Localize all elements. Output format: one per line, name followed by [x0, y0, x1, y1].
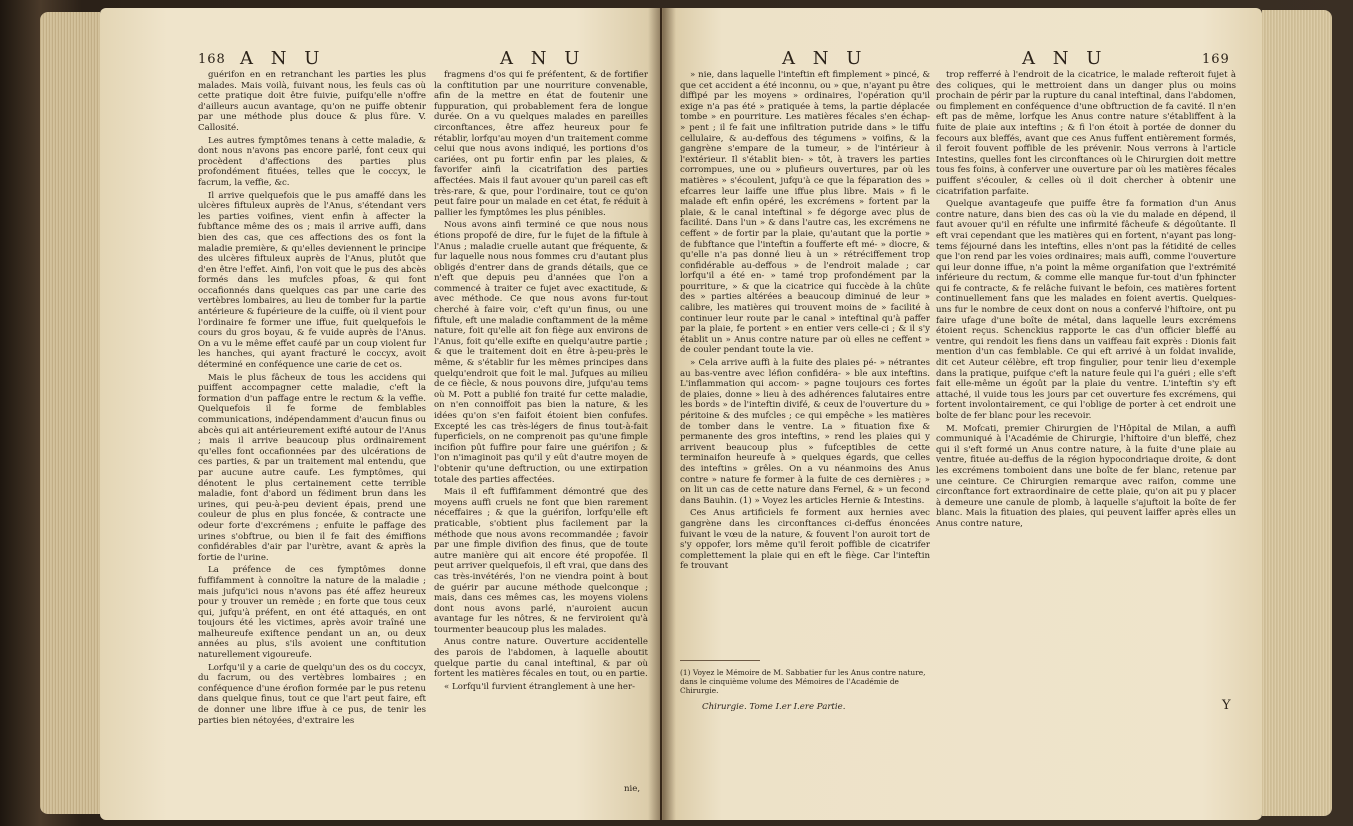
paragraph: La préfence de ces fymptômes donne fuffifamment à connoître la nature de la maladie ; mais jufqu'ici nous n'avons pas été affez heureux pour y trouver un remède ; en forte que tous ceux qui, jufqu'à préfent, en ont été attaqués, en ont toujours été les victimes, après avoir traîné une malheureufe exiftence pendant un an, ou deux années au plus, s'ils avoient une conftitution naturellement vigoureufe. — [198, 565, 426, 661]
signature-line: Chirurgie. Tome I.er I.ere Partie. — [702, 702, 846, 712]
left-page — [100, 8, 660, 820]
paragraph: » Cela arrive auffi à la fuite des plaies pé- » nétrantes au bas-ventre avec léfion confidéra- » ble aux inteftins. L'inflammation qui accom- » pagne toujours ces fortes de plaies, donne » lieu à des adhérences falutaires entre les bords » de l'inteftin divifé, & ceux de l'ouverture du » péritoine & des mufcles ; ce qui empêche » les matières de tomber dans le ventre. La » fituation fixe & permanente des gros inteftins, » rend les plaies qui y arrivent beaucoup plus » fufceptibles de cette terminaifon heureufe à » quelques égards, que celles des inteftins » grêles. On a vu néanmoins des Anus contre » nature fe former à la fuite de ces dernières ; » on lit un cas de cette nature dans Fernel, & » un fecond dans Bauhin. (1) » Voyez les articles Hernie & Intestins. — [680, 358, 930, 506]
left-running-head-1: A N U — [240, 48, 326, 69]
paragraph: Les autres fymptômes tenans à cette maladie, & dont nous n'avons pas encore parlé, font ceux qui procèdent d'affections des parties plus profondément fituées, telles que le coccyx, le facrum, la veffie, &c. — [198, 135, 426, 188]
paragraph: Mais le plus fâcheux de tous les accidens qui puiffent accompagner cette maladie, c'eft la formation d'un paffage entre le rectum & la veffie. Quelquefois il fe forme de femblables communications, indépendamment d'aucun finus ou abcès qui ait antérieurement exifté autour de l'Anus ; mais il arrive beaucoup plus ordinairement qu'elles font occafionnées par des ulcérations de ces parties, & par un traitement mal entendu, que par aucune autre caufe. Les fymptômes, qui dénotent le plus certainement cette terrible maladie, font d'abord un fédiment brun dans les urines, qui peu-à-peu devient épais, prend une couleur de plus en plus foncée, & contracte une odeur forte d'excrémens ; enfuite le paffage des urines s'obftrue, ou bien il fe fait des émiffions confidérables d'air par l'urètre, avant & après la fortie de l'urine. — [198, 372, 426, 563]
right-page-number: 169 — [1202, 52, 1230, 67]
paragraph: M. Mofcati, premier Chirurgien de l'Hôpital de Milan, a auffi communiqué à l'Académie de Chirurgie, l'hiftoire d'un bleffé, chez qui il s'eft formé un Anus contre nature, à la fuite d'une plaie au ventre, fituée au-deffus de la région hypocondriaque droite, & dont les excrémens tomboient dans une boîte de fer blanc, retenue par une ceinture. Ce Chirurgien remarque avec raifon, comme une circonftance fort extraordinaire de cette plaie, qu'on ait pu y placer à demeure une canule de plomb, à laquelle s'ajuftoit la boîte de fer blanc. Mais la fituation des plaies, qui peuvent laiffer après elles un Anus contre nature, — [936, 423, 1236, 529]
left-page-number: 168 — [198, 52, 226, 67]
catchword: nie, — [624, 784, 641, 794]
left-running-head-2: A N U — [500, 48, 586, 69]
signature-letter: Y — [1222, 698, 1231, 713]
right-page — [662, 8, 1262, 820]
paragraph: trop refferré à l'endroit de la cicatrice, le malade refteroit fujet à des coliques, qui le mettroient dans un danger plus ou moins prochain de périr par la rupture du canal inteftinal, dans l'abdomen, ou fimplement en conféquence d'une obftruction de fa cavité. Il n'en eft pas de même, lorfque les Anus contre nature s'établiffent à la fuite de plaie aux inteftins ; & fi l'on étoit à portée de donner du fecours aux bleffés, avant que ces Anus fuffent entièrement formés, il feroit fouvent poffible de les prévenir. Nous verrons à l'article Intestins, quelles font les circonftances où le Chirurgien doit mettre tous fes foins, à conferver une ouverture par où les matières fécales puiffent s'écouler, & celles où il doit chercher à obtenir une cicatrifation parfaite. — [936, 70, 1236, 197]
right-page-edges — [1262, 10, 1332, 816]
left-page-edges — [40, 12, 100, 814]
paragraph: Lorfqu'il y a carie de quelqu'un des os du coccyx, du facrum, ou des vertèbres lombaires ; en conféquence d'une érofion formée par le pus retenu dans quelque finus, tout ce que l'art peut faire, eft de donner une libre iffue à ce pus, de tenir les parties bien nétoyées, d'extraire les — [198, 662, 426, 726]
right-column-2 — [936, 70, 1236, 532]
footnote-rule — [680, 660, 760, 661]
paragraph: Anus contre nature. Ouverture accidentelle des parois de l'abdomen, à laquelle aboutit quelque partie du canal inteftinal, & par où fortent les matières fécales en tout, ou en partie. — [434, 637, 648, 680]
paragraph: » nie, dans laquelle l'inteftin eft fimplement » pincé, & que cet accident a été inconnu, ou » que, n'ayant pu être diffipé par les moyens » ordinaires, l'opération qu'il exige n'a pas été » pratiquée à tems, la partie déplacée tombe » en pourriture. Les matières fécales s'en échap- » pent ; il fe fait une infiltration putride dans » le tiffu cellulaire, & au-deffous des tégumens » voifins, & la gangrène s'empare de la tumeur, » de l'intérieur à l'extérieur. Il s'établit bien- » tôt, à travers les parties corrompues, une ou » plufieurs ouvertures, par où les matières » s'écoulent, jufqu'à ce que la féparation des » efcarres leur laiffe une iffue plus libre. Mais » fi le malade eft enfin opéré, les excrémens » fortent par la plaie, & le canal inteftinal » fe dégorge avec plus de facilité. Dans l'un » & dans l'autre cas, les excrémens ne ceffent » de fortir par la plaie, qu'autant que la portie » de fubftance que l'inteftin a foufferte eft mé- » diocre, & qu'elle n'a pas donné lieu à un » rétréciffement trop confidérable au-deffous » de l'endroit malade ; car lorfqu'il a été en- » tamé trop profondément par la pourriture, » & que la cicatrice qui fuccède à la chûte des » parties altérées a beaucoup diminué de leur » calibre, les matières qui trouvent moins de » facilité à continuer leur route par le canal » inteftinal qu'à paffer par la plaie, fe portent » en entier vers celle-ci ; & il s'y établit un » Anus contre nature par où elles ne ceffent » de couler pendant toute la vie. — [680, 70, 930, 356]
paragraph: fragmens d'os qui fe préfentent, & de fortifier la conftitution par une nourriture convenable, afin de la mettre en état de foutenir une fuppuration, qui probablement fera de longue durée. On a vu quelques malades en pareilles circonftances, être affez heureux pour fe rétablir, lorfqu'au moyen d'un traitement comme celui que nous avons indiqué, les portions d'os cariées, ont pu fortir enfin par les plaies, & favorifer ainfi la cicatrifation des parties affectées. Mais il faut avouer qu'un pareil cas eft très-rare, & que, pour l'ordinaire, tout ce qu'on peut faire pour un malade en cet état, fe réduit à pallier les fymptômes les plus pénibles. — [434, 70, 648, 218]
book-gutter — [648, 8, 676, 820]
paragraph: Nous avons ainfi terminé ce que nous nous étions propofé de dire, fur le fujet de la fiftule à l'Anus ; maladie cruelle autant que fréquente, & fur laquelle nous nous fommes cru d'autant plus obligés d'entrer dans de grands détails, que ce n'eft que depuis peu d'années que l'on a commencé à traiter ce fujet avec exactitude, & avec méthode. Ce que nous avons fur-tout cherché à faire voir, c'eft qu'un finus, ou une fiftule, eft une maladie conftamment de la même nature, foit qu'elle ait fon fiège aux environs de l'Anus, foit qu'elle exifte en quelqu'autre partie ; & que le traitement doit en être à-peu-près le même, & s'établir fur les mêmes principes dans quelqu'endroit que foit le mal. Jufques au milieu de ce fiècle, & nous pouvons dire, jufqu'au tems où M. Pott a publié fon traité fur cette maladie, on n'en connoiffoit pas bien la nature, & les idées qu'on s'en faifoit étoient bien confufes. Excepté les cas très-légers de finus tout-à-fait fuperficiels, on ne comprenoit pas qu'une fimple incifion pût fuffire pour faire une guérifon ; & l'on n'imaginoit pas qu'il y eût d'autre moyen de l'obtenir qu'une deftruction, ou une extirpation totale des parties affectées. — [434, 220, 648, 485]
left-column-1 — [198, 70, 426, 728]
paragraph: Il arrive quelquefois que le pus amaffé dans les ulcères fiftuleux auprès de l'Anus, s'étendant vers les parties voifines, vient enfin à affecter la fubftance même des os ; mais il arrive auffi, dans bien des cas, que ces affections des os font la maladie première, & qu'elles deviennent le principe des ulcères fiftuleux auprès de l'Anus, plutôt que d'en être l'effet. Ainfi, l'on voit que le pus des abcès formés dans les mufcles pfoas, & qui font occafionnés dans quelques cas par une carie des vertèbres lombaires, au lieu de tomber fur la partie antérieure & fupérieure de la cuiffe, où il vient pour l'ordinaire fe former une iffue, fuit quelquefois le cours du gros boyau, & fe vuide auprès de l'Anus. On a vu le même effet caufé par un coup violent fur les hanches, qui ayant fracturé le coccyx, avoit déterminé en conféquence une carie de cet os. — [198, 190, 426, 371]
right-column-1 — [680, 70, 930, 574]
paragraph: guérifon en en retranchant les parties les plus malades. Mais voilà, fuivant nous, les feuls cas où cette pratique doit être fuivie, puifqu'elle n'offre d'ailleurs aucun avantage, qu'on ne puiffe obtenir par une méthode plus douce & plus fûre. V. Callosité. — [198, 70, 426, 133]
left-column-2 — [434, 70, 648, 694]
right-running-head-2: A N U — [1022, 48, 1108, 69]
paragraph: Quelque avantageufe que puiffe être fa formation d'un Anus contre nature, dans bien des cas où la vie du malade en dépend, il faut avouer qu'il en réfulte une infirmité fâcheufe & dégoûtante. Il eft vrai cependant que les matières qui en fortent, n'ayant pas long-tems féjourné dans les inteftins, elles n'ont pas la fétidité de celles que l'on rend par les voies ordinaires; mais auffi, comme l'ouverture qui leur donne iffue, n'a point la même organifation que l'extrémité inférieure du rectum, & comme elle manque fur-tout d'un fphincter qui fe contracte, & fe relâche fuivant le befoin, ces matières fortent continuellement fans que les malades en foient avertis. Quelques-uns fur le nombre de ceux dont on nous a confervé l'hiftoire, ont pu faire ufage d'une boîte de métal, dans laquelle leurs excrémens étoient reçus. Schenckius rapporte le cas d'un officier bleffé au ventre, qui rendoit les fiens dans un vaiffeau fait exprès : Dionis fait mention d'un cas femblable. Ce qui eft arrivé à un foldat invalide, dit cet Auteur célèbre, eft trop fingulier, pour tenir lieu d'exemple dans la pratique, puifque c'eft la nature feule qui l'a guéri ; elle s'eft fait elle-même un égoût par la plaie du ventre. L'inteftin s'y eft attaché, il vuide tous les jours par cet ouverture fes excrémens, qui fortent involontairement, ce qui l'oblige de porter à cet endroit une boîte de fer blanc pour les recevoir. — [936, 199, 1236, 421]
paragraph: « Lorfqu'il furvient étranglement à une her- — [444, 681, 635, 692]
paragraph: Mais il eft fuffifamment démontré que des moyens auffi cruels ne font que bien rarement néceffaires ; & que la guérifon, lorfqu'elle eft praticable, s'obtient plus facilement par la méthode que nous avons recommandée ; favoir par une fimple divifion des finus, que de toute autre manière qui ait encore été propofée. Il peut arriver quelquefois, il eft vrai, que dans des cas très-invétérés, l'on ne viendra point à bout de guérir par aucune méthode quelconque ; mais, dans ces mêmes cas, les moyens violens dont nous avons parlé, n'auroient aucun avantage fur les nôtres, & ne ferviroient qu'à tourmenter beaucoup plus les malades. — [434, 487, 648, 635]
paragraph: Ces Anus artificiels fe forment aux hernies avec gangrène dans les circonftances ci-deffus énoncées fuivant le vœu de la nature, & fouvent l'on auroit tort de s'y oppofer, lors même qu'il feroit poffible de cicatrifer complettement la plaie qui en eft le fiège. Car l'inteftin fe trouvant — [680, 508, 930, 572]
footnote: (1) Voyez le Mémoire de M. Sabbatier fur les Anus contre nature, dans le cinquième volume des Mémoires de l'Académie de Chirurgie. — [680, 668, 926, 695]
right-running-head-1: A N U — [782, 48, 868, 69]
